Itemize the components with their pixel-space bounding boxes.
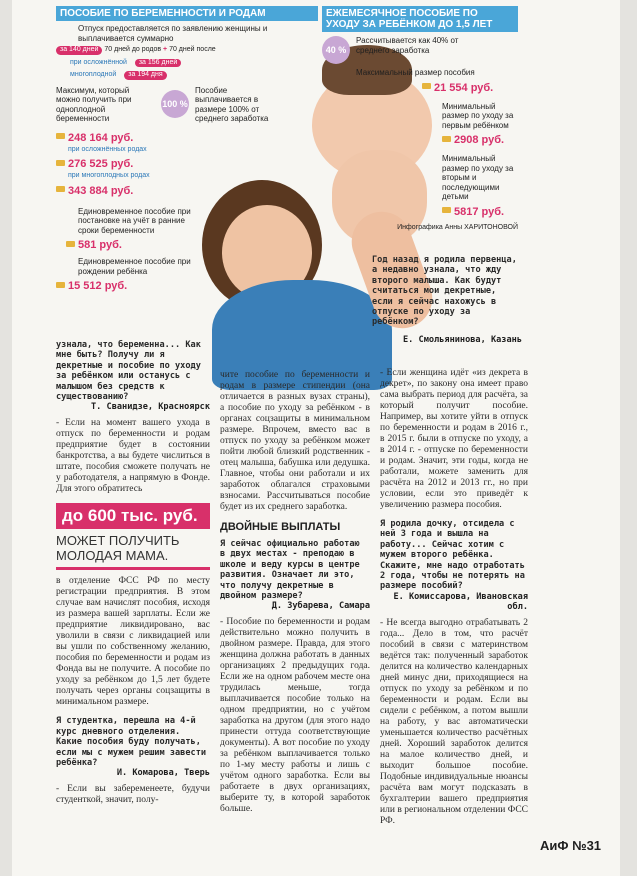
column-3	[380, 368, 528, 827]
maternity-title: ПОСОБИЕ ПО БЕРЕМЕННОСТИ И РОДАМ	[56, 6, 318, 21]
letter-q5-signature: Е. Комиссарова, Ивановская обл.	[393, 591, 528, 612]
coin-stack-icon	[66, 241, 75, 247]
multiple-days-badge: за 194 дня	[124, 71, 166, 80]
maximum-text: Максимум, который можно получить при одноплодной беременности	[56, 85, 132, 123]
highlight-amount: до 600 тыс. руб.	[56, 503, 210, 529]
percent-100-text: Пособие выплачивается в размере 100% от среднего заработка	[195, 85, 269, 123]
letter-q2-signature: Т. Сванидзе, Красноярск	[91, 402, 210, 413]
days-after-label: 70 дней после	[169, 46, 216, 53]
column-2	[220, 370, 370, 815]
letter-q1: Год назад я родила первенца, а недавно узнала, что жду второго малыша. Как будут считаться мои декретные, если я сейчас нахожусь в отпуске по уходу за ребёнком?	[372, 255, 517, 328]
letter-q2: узнала, что беременна... Как мне быть? Получу ли я декретные и пособие по уходу за ребёнком или останусь с малышом без средств к существованию?	[56, 340, 201, 403]
coin-stack-icon	[442, 207, 451, 213]
issue-number: АиФ №31	[540, 838, 602, 853]
coin-stack-icon	[442, 136, 451, 142]
coin-stack-icon	[422, 83, 431, 89]
min-second-text: Минимальный размер по уходу за вторым и последующими детьми	[442, 154, 514, 201]
complicated-births-label: при осложнённых родах	[68, 145, 147, 153]
days-140-badge: за 140 дней	[56, 46, 102, 55]
multiple-label: многоплодной	[70, 71, 117, 78]
childcare-benefit-panel	[322, 6, 518, 232]
coin-stack-icon	[56, 186, 65, 192]
maternity-benefit-panel	[56, 6, 318, 294]
birth-benefit-text: Единовременное пособие при рождении ребёнка	[78, 257, 191, 276]
answer-2a: чите пособие по беременности и родам в размере стипендии (она отличается в разных вузах страны), а пособие по уходу за ребёнком - в органах соцзащиты в минимальном размере. Впрочем, вместо вас в отпуск по уходу за ребёнком может пойти любой близкий родственник - отец малыша, бабушка или дедушка. Главное, чтобы они работали и их заработок облагался страховыми взносами. Рассчитываться пособие будет из их среднего заработка.	[220, 370, 370, 512]
answer-3b: - Не всегда выгодно отрабатывать 2 года... Дело в том, что расчёт пособий в связи с материнством ведётся так: полученный заработок делится на количество календарных дней минус дни, приходящиеся на отпуск по уходу за ребёнком и по беременности и родам. Если вы сидели с ребёнком, а потом вышли на работу, у вас автоматически уменьшается количество расчётных дней. Хороший заработок делится на малое количество дней, и выходит большое пособие. Подобные индивидуальные нюансы расчёта вам могут подсказать в бухгалтерии вашего предприятия или в региональном отделении ФСС РФ.	[380, 617, 528, 826]
coin-stack-icon	[56, 133, 65, 139]
complicated-label: при осложнённой	[70, 58, 127, 66]
highlight-divider	[56, 567, 210, 570]
min-first-amount: 2908 руб.	[454, 134, 505, 146]
answer-1c: - Если вы забеременеете, будучи студенткой, значит, полу-	[56, 784, 210, 806]
answer-3a: - Если женщина идёт «из декрета в декрет», по закону она имеет право сама выбрать период для расчёта, за который получит пособие. Например, вы хотите уйти в отпуск по беременности и родам в 2016 г., в 2015 г. были в отпуске по уходу, а в 2014 г. - отпуске по беременности и родам. Значит, эти годы, когда не работали, можете заменить для расчёта на 2012 и 2013 гг., но при условии, если это приведёт к увеличению размера пособия.	[380, 368, 528, 510]
childcare-title: ЕЖЕМЕСЯЧНОЕ ПОСОБИЕ ПО УХОДУ ЗА РЕБЁНКОМ ДО 1,5 ЛЕТ	[322, 6, 518, 32]
max-size-label: Максимальный размер пособия	[356, 68, 475, 77]
letter-q5: Я родила дочку, отсидела с ней 3 года и вышла на работу... Сейчас хотим с мужем второго ребёнка. Скажите, мне надо отработать 2 года, чтобы не потерять на размере пособий?	[380, 519, 525, 592]
max-amount-1: 248 164 руб.	[68, 131, 134, 144]
coin-stack-icon	[56, 282, 65, 288]
letter-q3: Я студентка, перешла на 4-й курс дневного отделения. Какие пособия буду получать, если мы с мужем решим завести ребёнка?	[56, 716, 207, 769]
answer-1a: - Если на момент вашего ухода в отпуск по беременности и родам предприятие будет в состоянии банкротства, а вы будете числиться в штате, пособия сможете получать не у работодателя, а напрямую в Фонде. Для этого обратитесь	[56, 418, 210, 495]
birth-benefit-amount: 15 512 руб.	[68, 280, 128, 292]
max-amount-3: 343 884 руб.	[68, 184, 134, 197]
complicated-days-badge: за 156 дней	[135, 59, 181, 68]
newspaper-page	[12, 0, 620, 876]
infographic-credit: Инфографика Анны ХАРИТОНОВОЙ	[397, 223, 518, 231]
letter-q4-signature: Д. Зубарева, Самара	[271, 601, 370, 612]
highlight-text: МОЖЕТ ПОЛУЧИТЬ МОЛОДАЯ МАМА.	[56, 533, 180, 564]
answer-2b: - Пособие по беременности и родам действительно можно получить в двойном размере. Правда, для этого женщина должна работать в данных организациях 2 предыдущих года. Если же на одном рабочем месте она трудилась меньше, тогда выплачивается пособие только на одном предприятии, но с учётом заработка на другом (для этого надо принести оттуда соответствующие документы). А вот пособие по уходу за ребёнком выплачивается только по 1-му месту работы и лишь с учётом одного заработка. Если вы работаете в двух организациях, выберите ту, в которой заработок больше.	[220, 617, 370, 815]
percent-40-icon: 40 %	[322, 36, 350, 64]
early-registration-text: Единовременное пособие при постановке на учёт в ранние сроки беременности	[78, 206, 191, 235]
column-1	[56, 340, 210, 806]
min-first-text: Минимальный размер по уходу за первым ребёнком	[442, 101, 514, 130]
maternity-intro: Отпуск предоставляется по заявлению женщины и выплачивается суммарно	[78, 24, 268, 43]
coin-stack-icon	[56, 160, 65, 166]
percent-40-text: Рассчитывается как 40% от среднего заработка	[356, 36, 459, 55]
section-title: ДВОЙНЫЕ ВЫПЛАТЫ	[220, 521, 341, 533]
plus-icon: +	[163, 46, 168, 53]
letter-q4: Я сейчас официально работаю в двух местах - преподаю в школе и веду курсы в центре развития. Означает ли это, что получу декретные в двойном размере?	[220, 539, 360, 602]
min-second-amount: 5817 руб.	[454, 205, 505, 218]
max-amount-2: 276 525 руб.	[68, 158, 134, 170]
max-size-amount: 21 554 руб.	[434, 81, 494, 94]
days-before-label: 70 дней до родов	[104, 46, 162, 53]
letter-q1-signature: Е. Смольянинова, Казань	[403, 335, 522, 345]
multiple-births-label: при многоплодных родах	[68, 172, 150, 179]
letter-q3-signature: И. Комарова, Тверь	[116, 768, 210, 779]
answer-1b: в отделение ФСС РФ по месту регистрации предприятия. В этом случае вам начислят пособия, исходя из размера вашей зарплаты. Если же предприятие ликвидировано, вас уволили в связи с ликвидацией или вы ушли по собственному желанию, пособия по беременности и родам из Фонда вы не получите. А пособие по уходу за ребёнком до 1,5 лет будете получать через органы соцзащиты в минимальном размере.	[56, 576, 210, 708]
percent-100-icon: 100 %	[161, 90, 189, 118]
early-registration-amount: 581 руб.	[78, 239, 122, 251]
